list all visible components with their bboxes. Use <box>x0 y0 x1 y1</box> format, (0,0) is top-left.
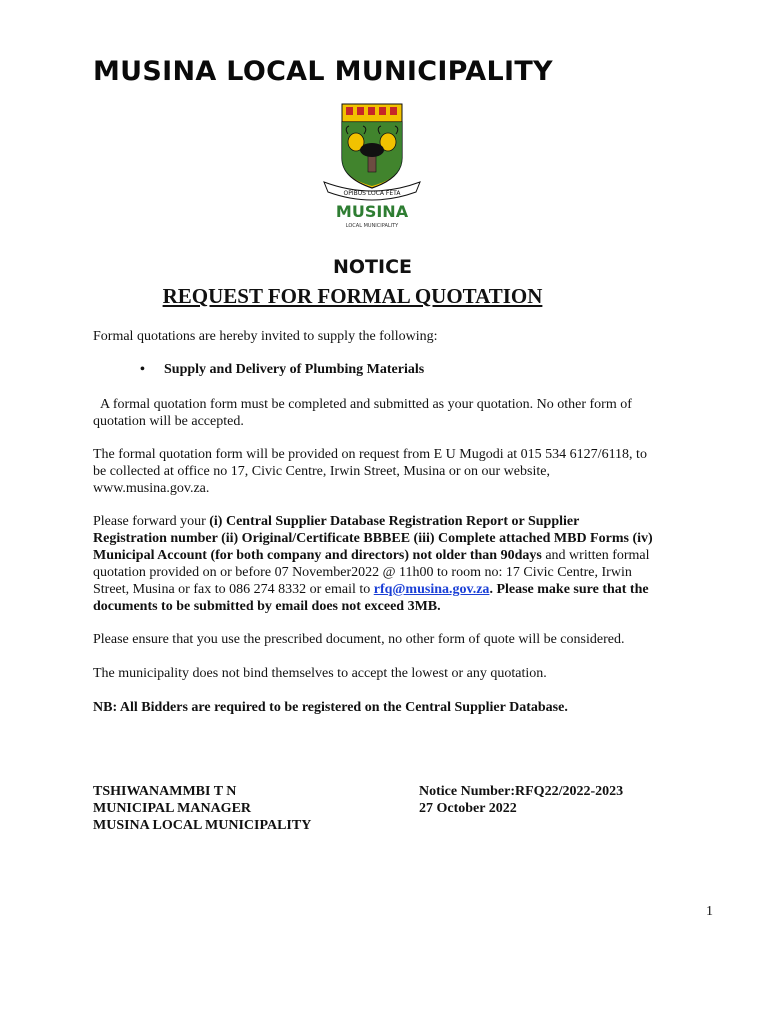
form-line-1: A formal quotation form must be completed and submitted as your quotation. No other form of <box>100 397 632 412</box>
form-line-2: quotation will be accepted. <box>93 414 244 429</box>
forward-line-4: quotation provided on or before 07 November2022 @ 11h00 to room no: 17 Civic Centre, Irwin <box>93 565 632 580</box>
svg-text:MUSINA: MUSINA <box>335 202 409 221</box>
email-link[interactable]: rfq@musina.gov.za <box>373 582 490 597</box>
bullet-icon: • <box>140 362 145 377</box>
provided-paragraph <box>93 446 718 497</box>
provided-line-3: www.musina.gov.za. <box>93 481 210 496</box>
notice-heading: NOTICE <box>332 256 412 278</box>
signatory-title: MUNICIPAL MANAGER <box>93 801 252 816</box>
musina-crest-logo <box>318 100 426 230</box>
notice-number: Notice Number:RFQ22/2022-2023 <box>419 784 624 799</box>
forward-line-6: documents to be submitted by email does not exceed 3MB. <box>93 599 441 614</box>
prescribed-doc-text: Please ensure that you use the prescribed document, no other form of quote will be considered. <box>93 632 625 647</box>
forward-line-3a: Municipal Account (for both company and directors) not older than 90days <box>93 548 542 563</box>
page-number: 1 <box>706 904 713 919</box>
notice-info-block <box>419 783 623 817</box>
svg-text:OPIBUS LOCA FETA: OPIBUS LOCA FETA <box>343 190 401 197</box>
provided-line-2: be collected at office no 17, Civic Centre, Irwin Street, Musina or on our website, <box>93 464 550 479</box>
forward-paragraph <box>93 513 718 615</box>
forward-line-1a: Please forward your <box>93 514 210 529</box>
signatory-org: MUSINA LOCAL MUNICIPALITY <box>93 818 312 833</box>
crest-icon <box>318 100 426 230</box>
signatory-name: TSHIWANAMMBI T N <box>93 784 237 799</box>
nb-note: NB: All Bidders are required to be registered on the Central Supplier Database. <box>93 700 568 715</box>
no-bind-text: The municipality does not bind themselves to accept the lowest or any quotation. <box>93 666 547 681</box>
bullet-item-text: Supply and Delivery of Plumbing Materials <box>164 362 425 377</box>
forward-line-3b: and written formal <box>541 548 650 563</box>
municipality-title: MUSINA LOCAL MUNICIPALITY <box>93 56 553 87</box>
provided-line-1: The formal quotation form will be provided on request from E U Mugodi at 015 534 6127/6118, to <box>93 447 647 462</box>
svg-text:LOCAL MUNICIPALITY: LOCAL MUNICIPALITY <box>345 223 399 229</box>
notice-date: 27 October 2022 <box>419 801 517 816</box>
forward-line-5b: . Please make sure that the <box>489 582 649 597</box>
rfq-heading: REQUEST FOR FORMAL QUOTATION <box>162 284 543 308</box>
signatory-block <box>93 783 311 834</box>
forward-line-1b: (i) Central Supplier Database Registration Report or Supplier <box>209 514 580 529</box>
form-paragraph <box>93 396 718 430</box>
forward-line-2: Registration number (ii) Original/Certificate BBBEE (iii) Complete attached MBD Forms (iv) <box>93 531 653 546</box>
intro-text: Formal quotations are hereby invited to supply the following: <box>93 329 438 344</box>
forward-line-5a: Street, Musina or fax to 086 274 8332 or email to <box>93 582 374 597</box>
